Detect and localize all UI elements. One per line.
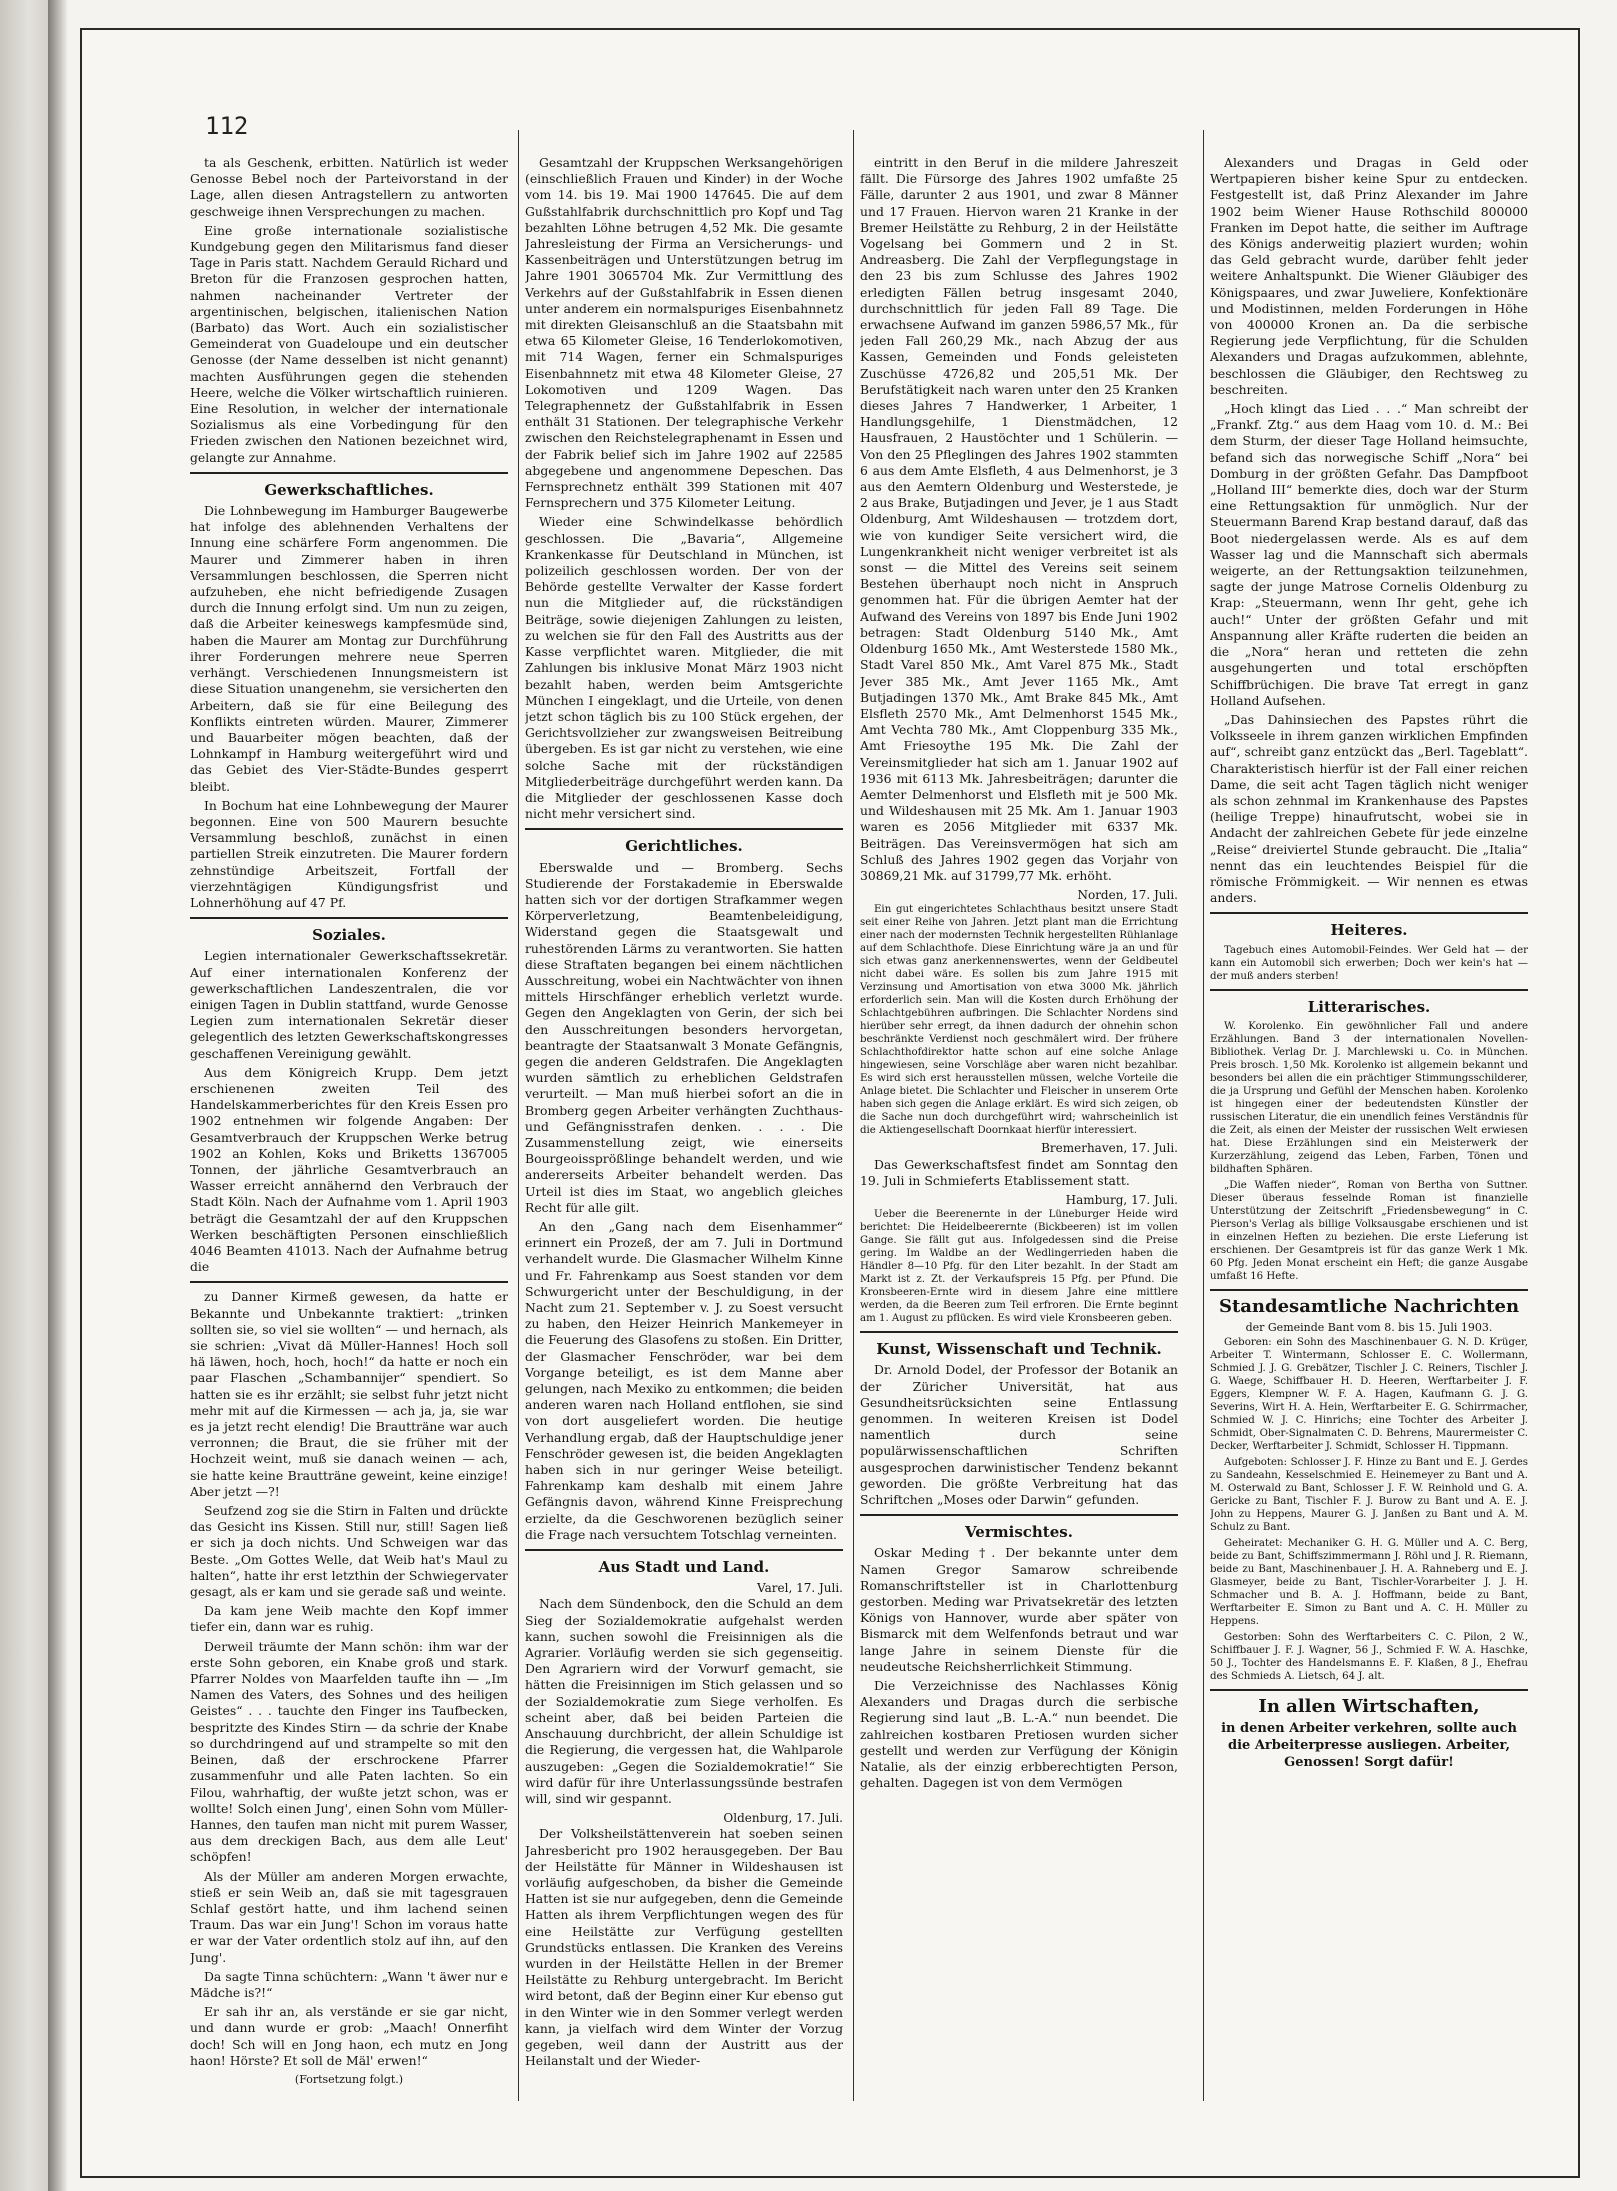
article-text: Aus dem Königreich Krupp. Dem jetzt erschienenen zweiten Teil des Handelskammerberichtes für den Kreis Essen pro 1902 entnehmen wir folgende Angaben: Der Gesamtverbrauch der Kruppschen Werke betrug 1902 an Kohlen, Koks und Briketts 1367005 Tonnen, der jährliche Gesamtverbrauch an Wasser erreicht annähernd den Verbrauch der Stadt Köln. Nach der Aufnahme vom 1. April 1903 beträgt die Gesamtzahl der auf den Kruppschen Werken beschäftigten Personen einschließlich 4046 Beamten 41013. Nach der Aufnahme betrug die bbox=[190, 1064, 508, 1275]
section-heading: Gewerkschaftliches. bbox=[264, 480, 434, 499]
feuilleton-text: Da sagte Tinna schüchtern: „Wann 't äwer nur e Mädche is?!“ bbox=[190, 1968, 508, 2000]
article-text: Wieder eine Schwindelkasse behördlich geschlossen. Die „Bavaria“, Allgemeine Krankenkasse für Deutschland in München, ist polizeilich geschlossen worden. Der von der Behörde gestellte Verwalter der Kasse fordert nun die Mitglieder auf, die rückständigen Beiträge, sowie diejenigen Zahlungen zu leisten, zu welchen sie für den Fall des Austritts aus der Kasse verpflichtet waren. Mitglieder, die mit Zahlungen bis inklusive Monat März 1903 nicht bezahlt haben, werden beim Amtsgerichte München I eingeklagt, und die Urteile, von denen jetzt schon täglich bis zu 100 Stück ergehen, der Gerichtsvollzieher zur zwangsweisen Beitreibung übergeben. Es ist gar nicht zu verstehen, wie eine solche Sache mit der rückständigen Mitgliederbeiträge durchgeführt werden kann. Da die Mitglieder der geschlossenen Kasse doch nicht mehr versichert sind. bbox=[525, 514, 843, 822]
registry-text: Geheiratet: Mechaniker G. H. G. Müller und A. C. Berg, beide zu Bant, Schiffszimmermann J. Röhl und J. R. Riemann, beide zu Bant, Maschinenbauer J. H. A. Rahneberg und E. J. Glasmeyer, beide zu Bant, Tischler-Vorarbeiter J. J. H. Schmacher und B. A. J. Hoffmann, beide zu Bant, Werftarbeiter E. Simon zu Bant und A. C. H. Müller zu Heppens. bbox=[1210, 1538, 1528, 1628]
article-text: Ueber die Beerenernte in der Lüneburger Heide wird berichtet: Die Heidelbeerernte (Bickbeeren) ist im vollen Gange. Sie fällt gut aus. Infolgedessen sind die Preise gering. Im Waldbe an der Wedlingerrieden haben die Händler 8—10 Pfg. für den Liter bezahlt. In der Stadt am Markt ist z. Zt. der Verkaufspreis 15 Pfg. per Pfund. Die Kronsbeeren-Ernte wird in diesem Jahre eine mittlere werden, da die Beeren zum Teil erfroren. Die Ernte beginnt am 1. August zu pflücken. Es wird viele Kronsbeeren geben. bbox=[860, 1209, 1178, 1325]
column-rule bbox=[1203, 130, 1204, 2101]
column-rule bbox=[853, 130, 854, 2101]
article-text: „Das Dahinsiechen des Papstes rührt die Volksseele in ihrem ganzen wirklichen Empfinden auf“, schreibt ganz entzückt das „Berl. Tageblatt“. Charakteristisch hierfür ist der Fall einer reichen Dame, die seit acht Tagen täglich nicht weniger als schon zehnmal im Krankenhause des Papstes (heilige Treppe) hinaufrutscht, wobei sie in Andacht der zahlreichen Gebete für jede einzelne „Reise“ dreiviertel Stunde gebraucht. Die „Italia“ nennt das ein leuchtendes Beispiel für die römische Frömmigkeit. — Wir nennen es etwas anders. bbox=[1210, 711, 1528, 906]
notice-text: in denen Arbeiter verkehren, sollte auch die Arbeiterpresse ausliegen. Arbeiter, Genossen! Sorgt dafür! bbox=[1221, 1721, 1517, 1771]
article-text: Eberswalde und — Bromberg. Sechs Studierende der Forstakademie in Eberswalde hatten sich vor der dortigen Strafkammer wegen Körperverletzung, Beamtenbeleidigung, Widerstand gegen die Staatsgewalt und ruhestörenden Lärms zu verantworten. Sie hatten diese Straftaten begangen bei einem nächtlichen Ausschreitung, wobei ein Nachtwächter von ihnen mittels Hirschfänger erheblich verletzt wurde. Gegen den Angeklagten von Gerin, der sich bei den Ausschreitungen besonders hervorgetan, beantragte der Staatsanwalt 3 Monate Gefängnis, gegen die anderen Geldstrafen. Die Angeklagten wurden sämtlich zu erheblichen Geldstrafen verurteilt. — Man muß hierbei sofort an die in Bromberg gegen Arbeiter verhängten Zuchthaus- und Gefängnisstrafen denken. . . . Die Zusammenstellung zeigt, wie einerseits Bourgeoissprößlinge behandelt werden, und wie andererseits Arbeiter behandelt werden. Das Urteil ist dies im Staat, wo angeblich gleiches Recht für alle gilt. bbox=[525, 859, 843, 1215]
article-text: „Die Waffen nieder“, Roman von Bertha von Suttner. Dieser überaus fesselnde Roman ist finanzielle Unterstützung der Zeitschrift „Friedensbewegung“ in C. Pierson's Verlag als billige Volksausgabe erschienen und ist in einzelnen Heften zu beziehen. Die erste Lieferung ist erschienen. Der Gesamtpreis ist für das ganze Werk 1 Mk. 60 Pfg. Jeden Monat erscheint ein Heft; die ganze Ausgabe umfaßt 16 Hefte. bbox=[1210, 1179, 1528, 1282]
section-heading: Kunst, Wissenschaft und Technik. bbox=[876, 1340, 1162, 1359]
section-rule bbox=[1210, 1689, 1528, 1691]
dateline: Oldenburg, 17. Juli. bbox=[723, 1811, 843, 1826]
section-heading: Vermischtes. bbox=[965, 1523, 1073, 1542]
article-text: Die Lohnbewegung im Hamburger Baugewerbe hat infolge des ablehnenden Verhaltens der Innung eine schärfere Form angenommen. Die Maurer und Zimmerer haben in ihren Versammlungen beschlossen, die Sperren nicht aufzuheben, ehe nicht befriedigende Zusagen durch die Innung erfolgt sind. Um nun zu zeigen, daß die Arbeiter keineswegs kampfesmüde sind, haben die Maurer am Montag zur Durchführung ihrer Forderungen mehrere neue Sperren verhängt. Verschiedenen Innungsmeistern ist diese Situation unangenehm, sie versicherten den Arbeitern, daß sie für eine Beilegung des Konflikts eintreten würden. Maurer, Zimmerer und Bauarbeiter mögen beachten, daß der Lohnkampf in Hamburg weitergeführt wird und das Gebiet des Vier-Städte-Bundes gesperrt bleibt. bbox=[190, 503, 508, 794]
feuilleton-text: Als der Müller am anderen Morgen erwachte, stieß er sein Weib an, daß sie mit tagesgrauen Schlaf gestört hatte, und ihm lachend seinen Traum. Das war ein Jung'! Schon im voraus hatte er war der Vater ordentlich stolz auf ihn, auf den Jung'. bbox=[190, 1868, 508, 1965]
section-heading: Soziales. bbox=[312, 926, 386, 945]
article-text: In Bochum hat eine Lohnbewegung der Maurer begonnen. Eine von 500 Maurern besuchte Versammlung beschloß, zunächst in einen partiellen Streik einzutreten. Die Maurer fordern zehnstündige Arbeitszeit, Fortfall der vierzehntägigen Kündigungsfrist und Lohnerhöhung auf 47 Pf. bbox=[190, 797, 508, 910]
article-text: „Hoch klingt das Lied . . .“ Man schreibt der „Frankf. Ztg.“ aus dem Haag vom 10. d. M.: Bei dem Sturm, der dieser Tage Holland heimsuchte, befand sich das norwegische Schiff „Nora“ bei Domburg in der größten Gefahr. Das Dampfboot „Holland III“ bemerkte dies, doch war der Sturm eine Rettungsaktion für unmöglich. Nur der Steuermann Barend Krap bestand darauf, daß das Boot niedergelassen werde. Als es auf dem Wasser lag und die Mannschaft sich abermals weigerte, an der Rettungsaktion teilzunehmen, sagte der junge Matrose Cornelis Oldenburg zu Krap: „Steuermann, wenn Ihr geht, gehe ich auch!“ Unter der größten Gefahr und mit Anspannung aller Kräfte ruderten die beiden an die „Nora“ heran und retteten die zehn ausgehungerten und total erschöpften Schiffbrüchigen. Die brave Tat erregt in ganz Holland Aufsehen. bbox=[1210, 401, 1528, 708]
article-text: Der Volksheilstättenverein hat soeben seinen Jahresbericht pro 1902 herausgegeben. Der Bau der Heilstätte für Männer in Wildeshausen ist vorläufig aufgeschoben, da bisher die Gemeinde Hatten ist sie nur aufgegeben, denn die Gemeinde Hatten als ihrem Verpflichtungen wegen des für eine Heilstätte zur Verfügung gestellten Grundstücks entlassen. Die Kranken des Vereins wurden in der Heilstätte Hellen in der Bremer Heilstätte zu Rehburg untergebracht. Im Bericht wird betont, daß der Beginn einer Kur ebenso gut in den Winter wie in den Sommer verlegt werden kann, ja vielfach wird dem Winter der Vorzug gegeben, weil dann der Austritt aus der Heilanstalt und der Wieder- bbox=[525, 1826, 843, 2069]
dateline: Varel, 17. Juli. bbox=[757, 1581, 843, 1596]
section-heading: Heiteres. bbox=[1330, 921, 1408, 940]
article-text: Dr. Arnold Dodel, der Professor der Botanik an der Züricher Universität, hat aus Gesundheitsrücksichten seine Entlassung genommen. In weiteren Kreisen ist Dodel namentlich durch seine populärwissenschaftlichen Schriften ausgesprochen darwinistischer Tendenz bekannt geworden. Die größte Verbreitung hat das Schriftchen „Moses oder Darwin“ gefunden. bbox=[860, 1362, 1178, 1507]
article-text: Nach dem Sündenbock, den die Schuld an dem Sieg der Sozialdemokratie aufgehalst werden kann, suchen sowohl die Freisinnigen als die Agrarier. Vorläufig werden sie sich gegenseitig. Den Agrariern wird der Vorwurf gemacht, sie hätten die Freisinnigen im Stich gelassen und so der Sozialdemokratie zum Siege verholfen. Es scheint aber, daß bei beiden Parteien die Anschauung durchbricht, der allein Schuldige ist die Regierung, die vergessen hat, die Wahlparole auszugeben: „Gegen die Sozialdemokratie!“ Sie wird dafür für ihre Unterlassungssünde bestrafen will, sind wir gespannt. bbox=[525, 1596, 843, 1806]
section-rule bbox=[860, 1331, 1178, 1333]
section-rule bbox=[525, 1549, 843, 1551]
article-text: W. Korolenko. Ein gewöhnlicher Fall und andere Erzählungen. Band 3 der internationalen Novellen-Bibliothek. Verlag Dr. J. Marchlewski u. Co. in München. Preis brosch. 1,50 Mk. Korolenko ist allgemein bekannt und besonders bei allen die ein prächtiger Stimmungsschilderer, die ja Ursprung und Gefühl der Menschen haben. Korolenko ist hingegen einer der bedeutendsten Künstler der russischen Literatur, die ein unendlich feines Verständnis für die Zeit, als einen der Meister der russischen Welt erwiesen hat. Diese Erzählungen sind ein Meisterwerk der Kurzerzählung, zeigend das Leben, Farben, Tönen und bildhaften Sphären. bbox=[1210, 1020, 1528, 1175]
column-rule bbox=[518, 130, 519, 2101]
feuilleton-rule bbox=[190, 1281, 508, 1283]
registry-text: Aufgeboten: Schlosser J. F. Hinze zu Bant und E. J. Gerdes zu Sandeahn, Kesselschmied E. Heinemeyer zu Bant und A. M. Osterwald zu Bant, Schlosser J. F. W. Reinhold und G. A. Gericke zu Bant, Tischler F. J. Burow zu Bant und A. E. J. John zu Heppens, Maurer G. J. Janßen zu Bant und A. M. Schulz zu Bant. bbox=[1210, 1457, 1528, 1534]
continuation-note: (Fortsetzung folgt.) bbox=[294, 2072, 404, 2086]
dateline: Hamburg, 17. Juli. bbox=[1065, 1192, 1178, 1207]
article-text: An den „Gang nach dem Eisenhammer“ erinnert ein Prozeß, der am 7. Juli in Dortmund verhandelt wurde. Die Glasmacher Wilhelm Kinne und Fr. Fahrenkamp aus Soest standen vor dem Schwurgericht unter der Beschuldigung, in der Nacht zum 21. September v. J. zu Soest versucht zu haben, den Heizer Heinrich Mankemeyer in die Feuerung des Glasofens zu stoßen. Ein Dritter, der Glasmacher Fenschröder, war bei dem Vorgange beteiligt, es ist dem Manne aber gelungen, nach Mexiko zu entkommen; die beiden anderen waren nach Holland entflohen, sie sind von dort ausgeliefert worden. Die heutige Verhandlung ergab, daß der Hauptschuldige jener Fenschröder gewesen ist, die beiden Angeklagten haben sich in nur geringer Weise beteiligt. Fahrenkamp kam deshalb mit einem Jahre Gefängnis davon, während Kinne Freisprechung erzielte, da die Geschworenen bezüglich seiner die Frage nach versuchtem Totschlag verneinten. bbox=[525, 1219, 843, 1542]
feuilleton-text: zu Danner Kirmeß gewesen, da hatte er Bekannte und Unbekannte traktiert: „trinken sollten sie, so viel sie wollten“ — und hernach, als sie schrien: „Vivat dä Müller-Hannes! Hoch soll hä läwen, hoch, hoch, hoch!“ da hatte er noch ein paar Flaschen „Schambannijer“ spendiert. So hatten sie es ihr erzählt; sie selbst fuhr jetzt nicht mehr mit auf die Kirmessen — ach ja, ja, sie war es ja jetzt recht elendig! Die Brautträne war auch verronnen; die Braut, die sie früher mit der Hochzeit weint, muß sie danach weinen — ach, sie hatte keine Brautträne geweint, keine einzige! Aber jetzt —?! bbox=[190, 1289, 508, 1499]
section-rule bbox=[1210, 912, 1528, 914]
article-text: Das Gewerkschaftsfest findet am Sonntag den 19. Juli in Schmieferts Etablissement statt. bbox=[860, 1156, 1178, 1188]
feuilleton-text: Derweil träumte der Mann schön: ihm war der erste Sohn geboren, ein Knabe groß und stark. Pfarrer Noldes von Maarfelden taufte ihn — „Im Namen des Vaters, des Sohnes und des heiligen Geistes“ . . . tauchte den Finger ins Taufbecken, bespritzte des Kindes Stirn — da schrie der Knabe so durchdringend auf und strampelte so mit den Beinen, daß der erschrockene Pfarrer zusammenfuhr und alle Paten lachten. So ein Filou, wahrhaftig, der wußte jetzt schon, was er wollte! Solch einen Jung', einen Sohn vom Müller-Hannes, den taufen man nicht mit purem Wasser, aus dem dreckigen Bach, aus dem alle Leut' schöpfen! bbox=[190, 1638, 508, 1865]
feuilleton-text: Er sah ihr an, als verstände er sie gar nicht, und dann wurde er grob: „Maach! Onnerfiht doch! Sch will en Jong haon, ech mutz en Jong haon! Hörste? Et soll de Mäl' erwen!“ bbox=[190, 2004, 508, 2068]
article-text: ta als Geschenk, erbitten. Natürlich ist weder Genosse Bebel noch der Parteivorstand in der Lage, allen diesen Antragstellern zu antworten geschweige ihnen Versprechungen zu machen. bbox=[190, 155, 508, 219]
section-rule bbox=[1210, 989, 1528, 991]
article-text: eintritt in den Beruf in die mildere Jahreszeit fällt. Die Fürsorge des Jahres 1902 umfaßte 25 Fälle, darunter 2 aus 1901, und zwar 8 Männer und 17 Frauen. Hiervon waren 21 Kranke in der Bremer Heilstätte zu Rehburg, 2 in der Heilstätte Vogelsang bei Gommern und 2 in St. Andreasberg. Die Zahl der Verpflegungstage in den 23 bis zum Schlusse des Jahres 1902 erledigten Fällen betrug insgesamt 2040, durchschnittlich für jeden Fall 89 Tage. Die erwachsene Aufwand im ganzen 5986,57 Mk., für jeden Fall 260,29 Mk., nach Abzug der aus Kassen, Gemeinden und Fonds geleisteten Zuschüsse 4726,82 und 205,51 Mk. Der Berufstätigkeit nach waren unter den 25 Kranken dieses Jahres 7 Handwerker, 1 Arbeiter, 1 Handlungsgehilfe, 1 Dienstmädchen, 12 Hausfrauen, 2 Haustöchter und 1 Schülerin. — Von den 25 Pfleglingen des Jahres 1902 stammten 6 aus dem Amte Elsfleth, 4 aus Delmenhorst, je 3 aus den Aemtern Oldenburg und Westerstede, je 2 aus Brake, Butjadingen und Jever, je 1 aus Stadt Oldenburg, Amt Wildeshausen — trotzdem dort, wie von kundiger Seite versichert wird, die Lungenkrankheit nicht weniger verbreitet ist als sonst — die Mittel des Vereins seit seinem Bestehen überhaupt noch nicht in Anspruch genommen hat. Für die übrigen Aemter hat der Aufwand des Vereins von 1897 bis Ende Juni 1902 betragen: Stadt Oldenburg 5140 Mk., Amt Oldenburg 1650 Mk., Amt Westerstede 1580 Mk., Stadt Varel 850 Mk., Amt Varel 875 Mk., Stadt Jever 385 Mk., Amt Jever 1165 Mk., Amt Butjadingen 1370 Mk., Amt Brake 845 Mk., Amt Elsfleth 2570 Mk., Amt Delmenhorst 1545 Mk., Amt Vechta 780 Mk., Amt Cloppenburg 335 Mk., Amt Friesoythe 195 Mk. Die Zahl der Vereinsmitglieder hat sich am 1. Januar 1902 auf 1936 mit 6113 Mk. Jahresbeiträgen; darunter die Aemter Delmenhorst und Elsfleth mit je 500 Mk. und Wildeshausen mit 25 Mk. Am 1. Januar 1903 waren es 2056 Mitglieder mit 6337 Mk. Beiträgen. Das Vereinsvermögen hat sich am Schluß des Jahres 1902 gegen das Vorjahr von 30869,21 Mk. auf 31799,77 Mk. erhöht. bbox=[860, 155, 1178, 883]
section-rule bbox=[860, 1514, 1178, 1516]
notice-heading: In allen Wirtschaften, bbox=[1258, 1696, 1480, 1718]
registry-text: Geboren: ein Sohn des Maschinenbauer G. N. D. Krüger, Arbeiter T. Wintermann, Schlosser E. C. Wollermann, Schmied J. J. G. Grebätzer, Tischler J. C. Reiners, Tischler J. G. Waege, Schiffbauer H. D. Heeren, Werftarbeiter J. F. Eggers, Klempner W. F. A. Hagen, Kaufmann G. J. G. Severins, Wirt H. A. Hein, Werftarbeiter E. G. Schirrmacher, Schmied W. J. C. Hinrichs; eine Tochter des Arbeiter J. Schmidt, Ober-Signalmaten C. D. Behrens, Maurermeister C. Decker, Werftarbeiter J. Schmidt, Schlosser H. Tippmann. bbox=[1210, 1337, 1528, 1453]
feuilleton-text: Seufzend zog sie die Stirn in Falten und drückte das Gesicht ins Kissen. Still nur, still! Sagen ließ er sich ja doch nichts. Und Schweigen war das Beste. „Om Gottes Welle, dat Weib hat's Maul zu halten“, hatte ihr erst letzthin der Schwiegervater gesagt, als er kam und sie gerade saß und weinte. bbox=[190, 1503, 508, 1600]
article-text: Ein gut eingerichtetes Schlachthaus besitzt unsere Stadt seit einer Reihe von Jahren. Jetzt plant man die Errichtung einer nach der modernsten Technik hergestellten Rühlanlage auf dem Schlachthofe. Diese Einrichtung wäre ja an und für sich etwas ganz anerkennenswertes, wenn der Geldbeutel nicht dabei wäre. Es sollen bis zum Jahre 1915 mit Verzinsung und Amortisation von etwa 3000 Mk. jährlich erforderlich sein. Man will die Kosten durch Erhöhung der Schlachtgebühren aufbringen. Die Schlachter Nordens sind hierüber sehr erregt, da ihnen dadurch der ohnehin schon beschränkte Verdienst noch geschmälert wird. Der frühere Schlachthofdirektor hatte schon auf eine solche Anlage hingewiesen, seine Vorschläge aber waren nicht bezahlbar. Es wird sich erst herausstellen müssen, welche Vorteile die Anlage bietet. Die Schlachter und Fleischer in unserem Orte haben sich gegen die Anlage erklärt. Es wird sich zeigen, ob die Sache nun doch durchgeführt wird; wahrscheinlich ist die Aktiengesellschaft Doornkaat hierfür interessiert. bbox=[860, 904, 1178, 1137]
section-rule bbox=[1210, 1289, 1528, 1291]
article-text: Eine große internationale sozialistische Kundgebung gegen den Militarismus fand dieser Tage in Paris statt. Nachdem Gerauld Richard und Breton für die Franzosen gesprochen hatten, nahmen nacheinander Vertreter der argentinischen, belgischen, italienischen Nation (Barbato) das Wort. Auch ein sozialistischer Gemeinderat von Guadeloupe und ein deutscher Genosse (der Name desselben ist nicht genannt) machten Ausführungen gegen die stehenden Heere, welche die Völker wirtschaftlich ruinieren. Eine Resolution, in welcher der internationale Sozialismus als eine Vorbedingung für den Frieden zwischen den Nationen bezeichnet wird, gelangte zur Annahme. bbox=[190, 222, 508, 465]
section-heading: Litterarisches. bbox=[1307, 997, 1431, 1016]
article-text: Tagebuch eines Automobil-Feindes. Wer Geld hat — der kann ein Automobil sich erwerben; Doch wer kein's hat — der muß anders sterben! bbox=[1210, 944, 1528, 982]
book-binding bbox=[0, 0, 48, 2191]
article-text: Oskar Meding †. Der bekannte unter dem Namen Gregor Samarow schreibende Romanschriftsteller ist in Charlottenburg gestorben. Meding war Privatsekretär des letzten Königs von Hannover, wurde aber später von Bismarck mit dem Welfenfonds betraut und war lange Jahre in seinem Dienste für die neudeutsche Reichsherrlichkeit Stimmung. bbox=[860, 1545, 1178, 1674]
page-number: 112 bbox=[205, 112, 249, 140]
binding-shadow bbox=[48, 0, 68, 2191]
section-heading: Standesamtliche Nachrichten bbox=[1218, 1295, 1520, 1317]
article-text: Gesamtzahl der Kruppschen Werksangehörigen (einschließlich Frauen und Kinder) in der Woche vom 14. bis 19. Mai 1900 147645. Die auf dem Gußstahlfabrik durchschnittlich pro Kopf und Tag bezahlten Löhne betrugen 4,52 Mk. Die gesamte Jahresleistung der Firma an Versicherungs- und Kassenbeiträgen und Unterstützungen betrug im Jahre 1901 3065704 Mk. Zur Vermittlung des Verkehrs auf der Gußstahlfabrik in Essen dienen unter anderem ein normalspuriges Eisenbahnnetz mit direkten Gleisanschluß an die Staatsbahn mit etwa 65 Kilometer Gleise, 16 Tenderlokomotiven, mit 714 Wagen, ferner ein Schmalspuriges Eisenbahnnetz mit etwa 48 Kilometer Gleise, 27 Lokomotiven und 1209 Wagen. Das Telegraphennetz der Gußstahlfabrik in Essen enthält 31 Stationen. Der telegraphische Verkehr zwischen den Reichstelegraphenamt in Essen und der Fabrik belief sich im Jahre 1902 auf 22585 abgegebene und angenommene Depeschen. Das Fernsprechnetz enthält 399 Stationen mit 407 Fernsprechern und 375 Kilometer Leitung. bbox=[525, 155, 843, 511]
feuilleton-text: Da kam jene Weib machte den Kopf immer tiefer ein, dann war es ruhig. bbox=[190, 1603, 508, 1635]
section-rule bbox=[190, 472, 508, 474]
section-rule bbox=[525, 828, 843, 830]
article-text: Alexanders und Dragas in Geld oder Wertpapieren bisher keine Spur zu entdecken. Festgestellt ist, daß Prinz Alexander im Jahre 1902 beim Wiener Hause Rothschild 800000 Franken im Depot hatte, die seither im Auftrage des Königs anderweitig plaziert wurden; wohin das Geld gebracht wurde, darüber fehlt jeder weitere Anhaltspunkt. Die Wiener Gläubiger des Königspaares, und zwar Juweliere, Konfektionäre und Modistinnen, melden Forderungen in Höhe von 400000 Kronen an. Da die serbische Regierung jede Verpflichtung, für die Schulden Alexanders und Dragas aufzukommen, ablehnte, beschlossen die Gläubiger, den Rechtsweg zu beschreiten. bbox=[1210, 155, 1528, 397]
column-4 bbox=[1210, 155, 1528, 2129]
column-2 bbox=[525, 155, 843, 2129]
section-subheading: der Gemeinde Bant vom 8. bis 15. Juli 1903. bbox=[1245, 1320, 1493, 1334]
article-text: Die Verzeichnisse des Nachlasses König Alexanders und Dragas durch die serbische Regierung sind laut „B. L.-A.“ nun beendet. Die zahlreichen kostbaren Pretiosen wurden sicher gestellt und werden zur Verfügung der Königin Natalie, als der einzig erbberechtigten Person, gehalten. Dagegen ist von dem Vermögen bbox=[860, 1678, 1178, 1791]
section-heading: Aus Stadt und Land. bbox=[598, 1558, 770, 1577]
column-3 bbox=[860, 155, 1178, 2129]
section-rule bbox=[190, 917, 508, 919]
article-text: Legien internationaler Gewerkschaftssekretär. Auf einer internationalen Konferenz der gewerkschaftlichen Landeszentralen, die vor einigen Tagen in Dublin stattfand, wurde Genosse Legien zum internationalen Sekretär dieser gelegentlich des letzten Gewerkschaftskongresses geschaffenen Vereinigung gewählt. bbox=[190, 948, 508, 1061]
section-heading: Gerichtliches. bbox=[625, 837, 743, 856]
column-1 bbox=[190, 155, 508, 2129]
dateline: Bremerhaven, 17. Juli. bbox=[1041, 1141, 1178, 1156]
registry-text: Gestorben: Sohn des Werftarbeiters C. C. Pilon, 2 W., Schiffbauer J. F. J. Wagner, 56 J., Schmied F. W. A. Haschke, 50 J., Tochter des Handelsmanns E. F. Klaßen, 8 J., Ehefrau des Schmieds A. Lietsch, 64 J. alt. bbox=[1210, 1632, 1528, 1683]
dateline: Norden, 17. Juli. bbox=[1077, 888, 1178, 903]
